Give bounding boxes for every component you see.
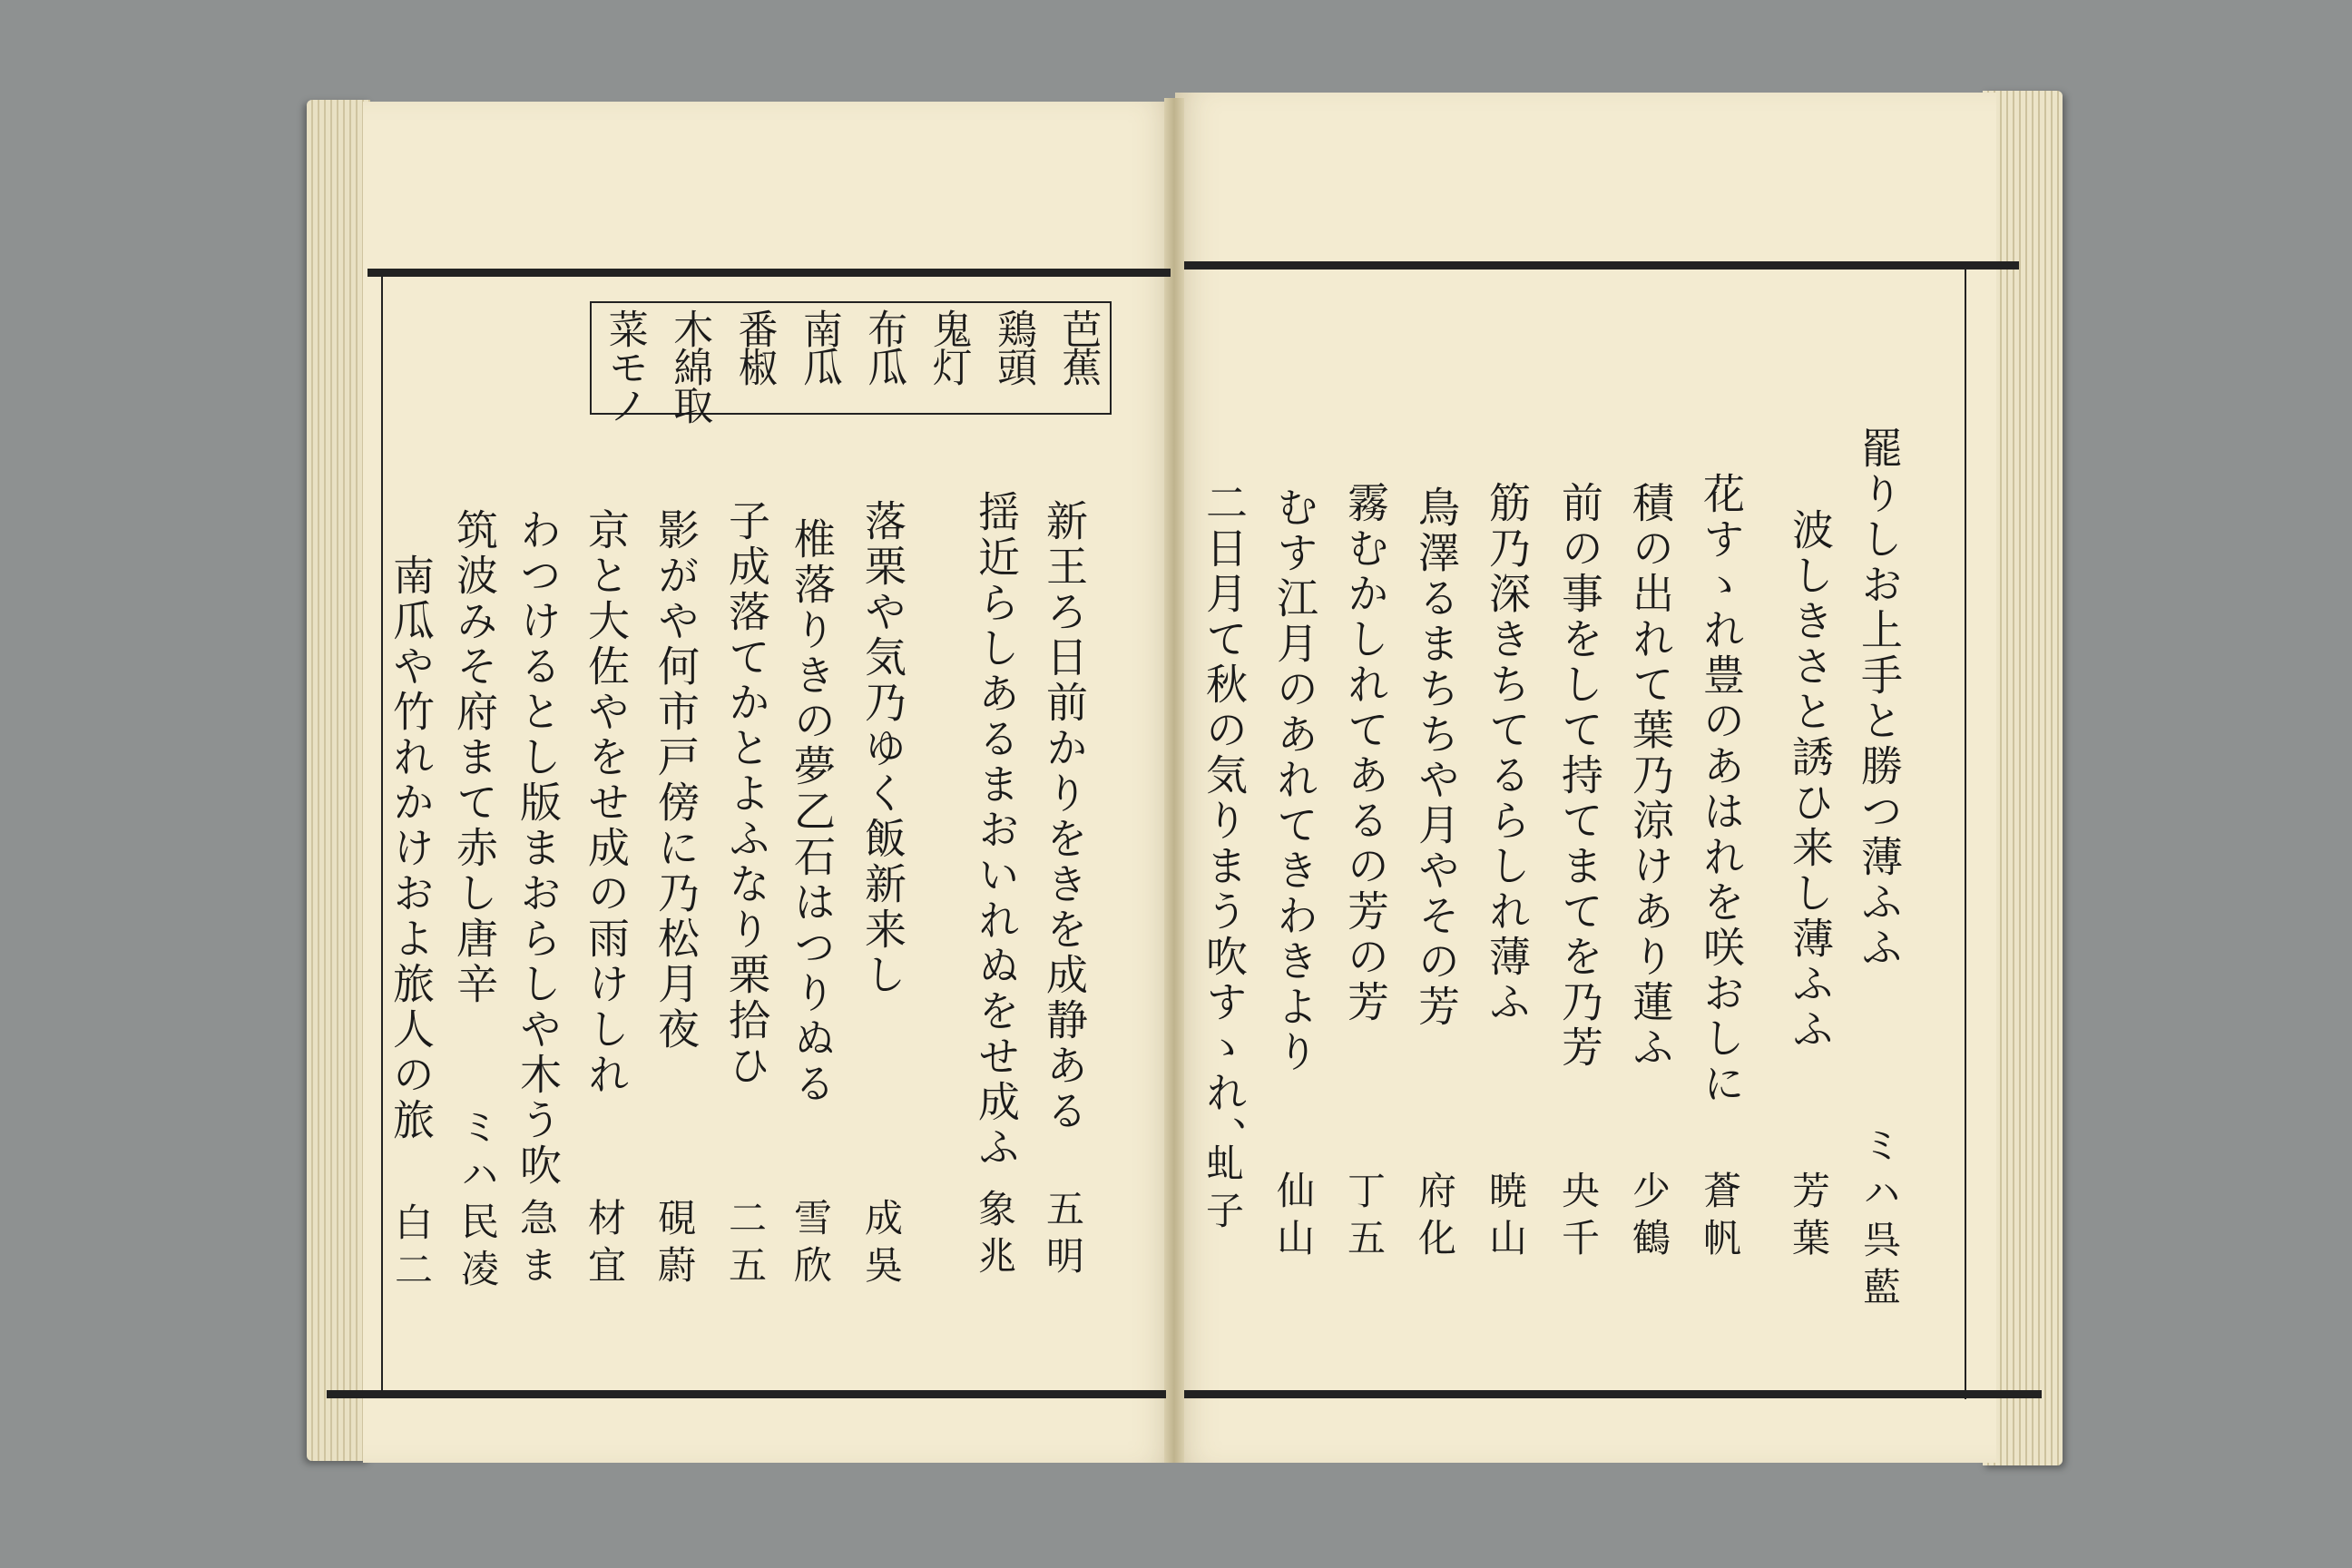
- plant-name: 南瓜: [795, 309, 842, 385]
- left-bottom-rule: [327, 1390, 1166, 1398]
- poet-name: 央千: [1556, 1171, 1601, 1265]
- poem-text: 揺近らしあるまおいれぬをせ成ふ: [972, 490, 1021, 1171]
- poem-text: 筑波みそ府まて赤し唐辛: [450, 508, 499, 1007]
- poem-text: 前の事をして持てまてを乃芳: [1555, 481, 1604, 1071]
- plant-names-box: [590, 301, 1112, 423]
- poem-text: 二日月て秋の気りまう吹すゝれ、: [1200, 481, 1249, 1161]
- poem-text: 鳥澤るまちちや月やその芳: [1412, 485, 1461, 1030]
- plant-name: 番椒: [730, 309, 778, 385]
- poem-text: 花すゝれ豊のあはれを咲おしに: [1697, 472, 1746, 1107]
- book-gutter: [1164, 98, 1184, 1463]
- poem-text: 影がや何市戸傍に乃松月夜: [652, 508, 701, 1053]
- poem-text: 落栗や気乃ゆく飯新来し: [858, 499, 907, 998]
- plant-name: 鬼灯: [925, 309, 972, 385]
- poem-text: むす江月のあれてきわきより: [1270, 485, 1319, 1075]
- poem-text: 子成落てかとよふなり栗拾ひ: [722, 499, 771, 1089]
- poet-name: ミハ呉藍: [1857, 1125, 1902, 1314]
- poet-name: 芳葉: [1787, 1171, 1831, 1265]
- plant-name: 芭蕉: [1054, 309, 1102, 385]
- poet-name: 二五: [723, 1198, 768, 1292]
- poem-text: 南瓜や竹れかけおよ旅人の旅: [387, 554, 436, 1143]
- left-page-edges: [307, 100, 370, 1461]
- poem-text: わつけるとし版まおらしや木う吹: [514, 508, 563, 1189]
- poet-name: 府化: [1413, 1171, 1457, 1265]
- poet-name: 白二: [389, 1202, 434, 1297]
- poem-text: 京と大佐やをせ成の雨けしれ: [582, 508, 631, 1098]
- plant-name: 布瓜: [860, 309, 907, 385]
- poet-name: 硯蔚: [652, 1198, 697, 1292]
- poet-name: 象兆: [973, 1189, 1017, 1283]
- plant-name: 菜モノ: [601, 309, 648, 423]
- poet-name: 五明: [1041, 1189, 1085, 1283]
- poet-name: 蒼帆: [1698, 1171, 1742, 1265]
- plant-name: 木綿取: [666, 309, 713, 423]
- poet-name: ミハ民凌: [456, 1107, 500, 1296]
- poem-text: 霧むかしれてあるの芳の芳: [1341, 481, 1390, 1025]
- left-top-rule: [368, 269, 1171, 277]
- poem-text: 椎落りきの夢乙石はつりぬる: [788, 517, 837, 1107]
- right-top-rule: [1184, 261, 2019, 270]
- poet-name: 急ま: [514, 1198, 559, 1292]
- poet-name: 暁山: [1484, 1171, 1528, 1265]
- plant-name: 鶏頭: [989, 309, 1036, 385]
- poet-name: 虬子: [1200, 1143, 1245, 1238]
- poem-text: 新王ろ日前かりをきを成静ある: [1040, 499, 1089, 1134]
- poet-name: 丁五: [1342, 1171, 1387, 1265]
- poet-name: 少鶴: [1627, 1171, 1671, 1265]
- poet-name: 材宜: [583, 1198, 627, 1292]
- poem-text: 波しきさと誘ひ来し薄ふふ: [1786, 508, 1835, 1053]
- right-bottom-rule: [1184, 1390, 2042, 1398]
- poet-name: 成吳: [859, 1198, 904, 1292]
- poem-text: 筋乃深きちてるらしれ薄ふ: [1483, 481, 1532, 1025]
- poem-text: 罷りしお上手と勝つ薄ふふ: [1855, 426, 1904, 971]
- poet-name: 仙山: [1271, 1171, 1316, 1265]
- poet-name: 雪欣: [789, 1198, 833, 1292]
- poem-text: 積の出れて葉乃涼けあり蓮ふ: [1626, 481, 1675, 1071]
